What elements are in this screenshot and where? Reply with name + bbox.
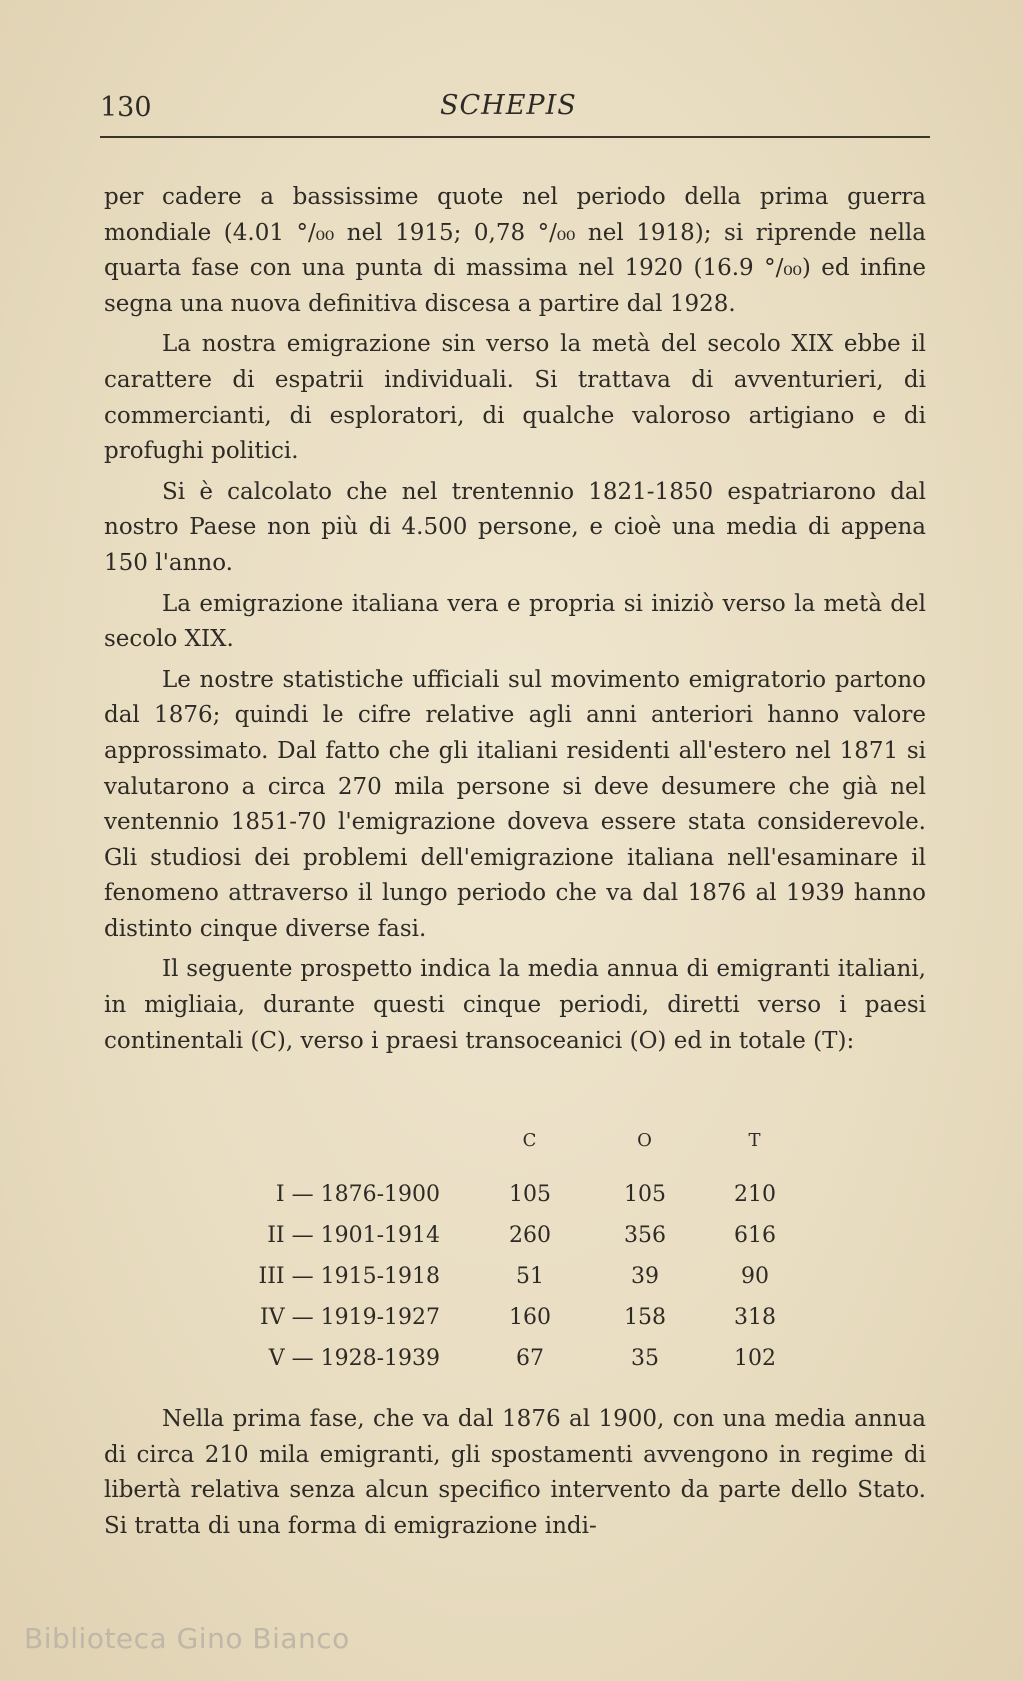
row-label: III — 1915-1918 (258, 1264, 440, 1289)
header-t: T (748, 1130, 762, 1151)
cell-o: 158 (624, 1305, 666, 1330)
table-row (200, 1182, 820, 1223)
cell-c: 105 (509, 1182, 551, 1207)
cell-t: 318 (734, 1305, 776, 1330)
paragraph-2: La nostra emigrazione sin verso la metà del secolo XIX ebbe il carattere di espatrii individuali. Si trattava di avventurieri, di commercianti, di esploratori, di qualche valoroso artigiano e di profughi politici. (104, 331, 926, 465)
table-row (200, 1346, 820, 1387)
cell-c: 67 (516, 1346, 544, 1371)
cell-c: 51 (516, 1264, 544, 1289)
cell-c: 160 (509, 1305, 551, 1330)
cell-o: 39 (631, 1264, 659, 1289)
closing-text (104, 1402, 926, 1544)
emigration-table (200, 1130, 820, 1387)
closing-paragraph: Nella prima fase, che va dal 1876 al 1900, con una media annua di circa 210 mila emigranti, gli spostamenti avvengono in regime di libertà relativa senza alcun specifico intervento da parte dello Stato. Si tratta di una forma di emigrazione indi- (104, 1406, 926, 1539)
library-watermark: Biblioteca Gino Bianco (24, 1622, 350, 1655)
page-header (100, 88, 930, 128)
row-label: II — 1901-1914 (267, 1223, 440, 1248)
header-o: O (637, 1130, 653, 1151)
cell-t: 210 (734, 1182, 776, 1207)
header-c: C (522, 1130, 538, 1151)
row-label: IV — 1919-1927 (260, 1305, 440, 1330)
cell-t: 616 (734, 1223, 776, 1248)
cell-o: 35 (631, 1346, 659, 1371)
cell-t: 102 (734, 1346, 776, 1371)
paragraph-1: per cadere a bassissime quote nel periodo della prima guerra mondiale (4.01 °/₀₀ nel 1915; 0,78 °/₀₀ nel 1918); si riprende nella quarta fase con una punta di massima nel 1920 (16.9 °/₀₀) ed infine segna una nuova definitiva discesa a partire dal 1928. (104, 184, 926, 317)
table-row (200, 1264, 820, 1305)
paragraph-6: Il seguente prospetto indica la media annua di emigranti italiani, in migliaia, durante questi cinque periodi, diretti verso i paesi continentali (C), verso i praesi transoceanici (O) ed in totale (T): (104, 956, 926, 1054)
cell-o: 356 (624, 1223, 666, 1248)
body-text (104, 180, 926, 1064)
header-rule (100, 136, 930, 138)
cell-o: 105 (624, 1182, 666, 1207)
cell-t: 90 (741, 1264, 769, 1289)
table-row (200, 1305, 820, 1346)
page-number: 130 (100, 92, 152, 123)
running-head: SCHEPIS (440, 90, 577, 121)
paragraph-4: La emigrazione italiana vera e propria si iniziò verso la metà del secolo XIX. (104, 590, 926, 653)
cell-c: 260 (509, 1223, 551, 1248)
row-label: V — 1928-1939 (268, 1346, 440, 1371)
paragraph-5: Le nostre statistiche ufficiali sul movimento emigratorio partono dal 1876; quindi le cifre relative agli anni anteriori hanno valore approssimato. Dal fatto che gli italiani residenti all'estero nel 1871 si valutarono a circa 270 mila persone si deve desumere che già nel ventennio 1851-70 l'emigrazione doveva essere stata considerevole. Gli studiosi dei problemi dell'emigrazione italiana nell'esaminare il fenomeno attraverso il lungo periodo che va dal 1876 al 1939 hanno distinto cinque diverse fasi. (104, 666, 926, 942)
row-label: I — 1876-1900 (275, 1182, 440, 1207)
table-header (200, 1130, 820, 1182)
paragraph-3: Si è calcolato che nel trentennio 1821-1850 espatriarono dal nostro Paese non più di 4.500 persone, e cioè una media di appena 150 l'anno. (104, 478, 926, 576)
table-row (200, 1223, 820, 1264)
